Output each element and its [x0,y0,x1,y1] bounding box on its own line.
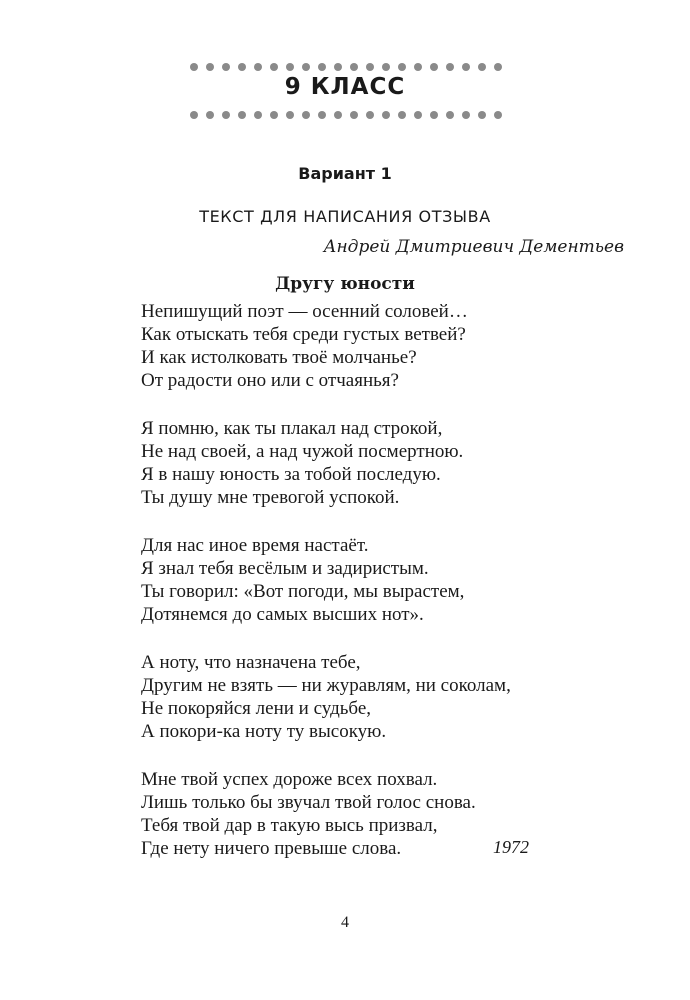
dot [318,111,326,119]
poem-line: Тебя твой дар в такую высь призвал, [141,815,438,836]
poem-title: Другу юности [275,274,415,294]
poem-line: А покори-ка ноту ту высокую. [141,721,387,742]
grade-heading: 9 КЛАСС [284,74,406,100]
dot [366,63,374,71]
poem-author: Андрей Дмитриевич Дементьев [323,237,624,257]
dot [478,111,486,119]
dot [334,63,342,71]
dotted-rule-bottom [190,110,502,120]
dot [414,63,422,71]
dot [286,63,294,71]
poem-year: 1972 [493,837,529,857]
dot [206,111,214,119]
dot [334,111,342,119]
dot [222,63,230,71]
dot [462,63,470,71]
poem-line: Я в нашу юность за тобой последую. [141,464,441,485]
dot [254,111,262,119]
poem-body [141,300,541,885]
dot [302,111,310,119]
dot [430,111,438,119]
dot [270,63,278,71]
poem-line: Мне твой успех дороже всех похвал. [141,769,438,790]
dot [478,63,486,71]
poem-stanza [141,534,541,626]
poem-line: Для нас иное время настаёт. [141,535,369,556]
poem-line: Дотянемся до самых высших нот». [141,604,424,625]
poem-stanza [141,651,541,743]
dot [414,111,422,119]
poem-stanza [141,417,541,509]
dot [398,111,406,119]
task-heading: ТЕКСТ ДЛЯ НАПИСАНИЯ ОТЗЫВА [199,207,491,226]
dot [398,63,406,71]
poem-stanza [141,300,541,392]
dot [222,111,230,119]
poem-line: От радости оно или с отчаянья? [141,370,399,391]
poem-line: А ноту, что назначена тебе, [141,652,361,673]
dot [446,111,454,119]
dot [462,111,470,119]
dot [446,63,454,71]
poem-line: И как истолковать твоё молчанье? [141,347,417,368]
poem-line: Где нету ничего превыше слова. [141,838,402,859]
dot [254,63,262,71]
poem-line: Ты говорил: «Вот погоди, мы вырастем, [141,581,465,602]
poem-line: Не покоряйся лени и судьбе, [141,698,372,719]
dot [238,63,246,71]
poem-line: Ты душу мне тревогой успокой. [141,487,400,508]
dot [494,63,502,71]
dot [286,111,294,119]
dot [350,111,358,119]
dot [270,111,278,119]
poem-line: Как отыскать тебя среди густых ветвей? [141,324,466,345]
poem-line: Лишь только бы звучал твой голос снова. [141,792,476,813]
dot [494,111,502,119]
poem-stanza [141,768,541,860]
dot [366,111,374,119]
dot [430,63,438,71]
dot [382,111,390,119]
dot [318,63,326,71]
dot [382,63,390,71]
dotted-rule-top [190,62,502,72]
dot [350,63,358,71]
dot [238,111,246,119]
dot [302,63,310,71]
poem-line: Другим не взять — ни журавлям, ни соколам, [141,675,511,696]
poem-line: Не над своей, а над чужой посмертною. [141,441,464,462]
dot [190,111,198,119]
variant-heading: Вариант 1 [298,164,392,183]
dot [190,63,198,71]
dot [206,63,214,71]
page-number: 4 [341,914,349,931]
poem-line: Я помню, как ты плакал над строкой, [141,418,443,439]
poem-line: Непишущий поэт — осенний соловей… [141,301,468,322]
poem-line: Я знал тебя весёлым и задиристым. [141,558,429,579]
